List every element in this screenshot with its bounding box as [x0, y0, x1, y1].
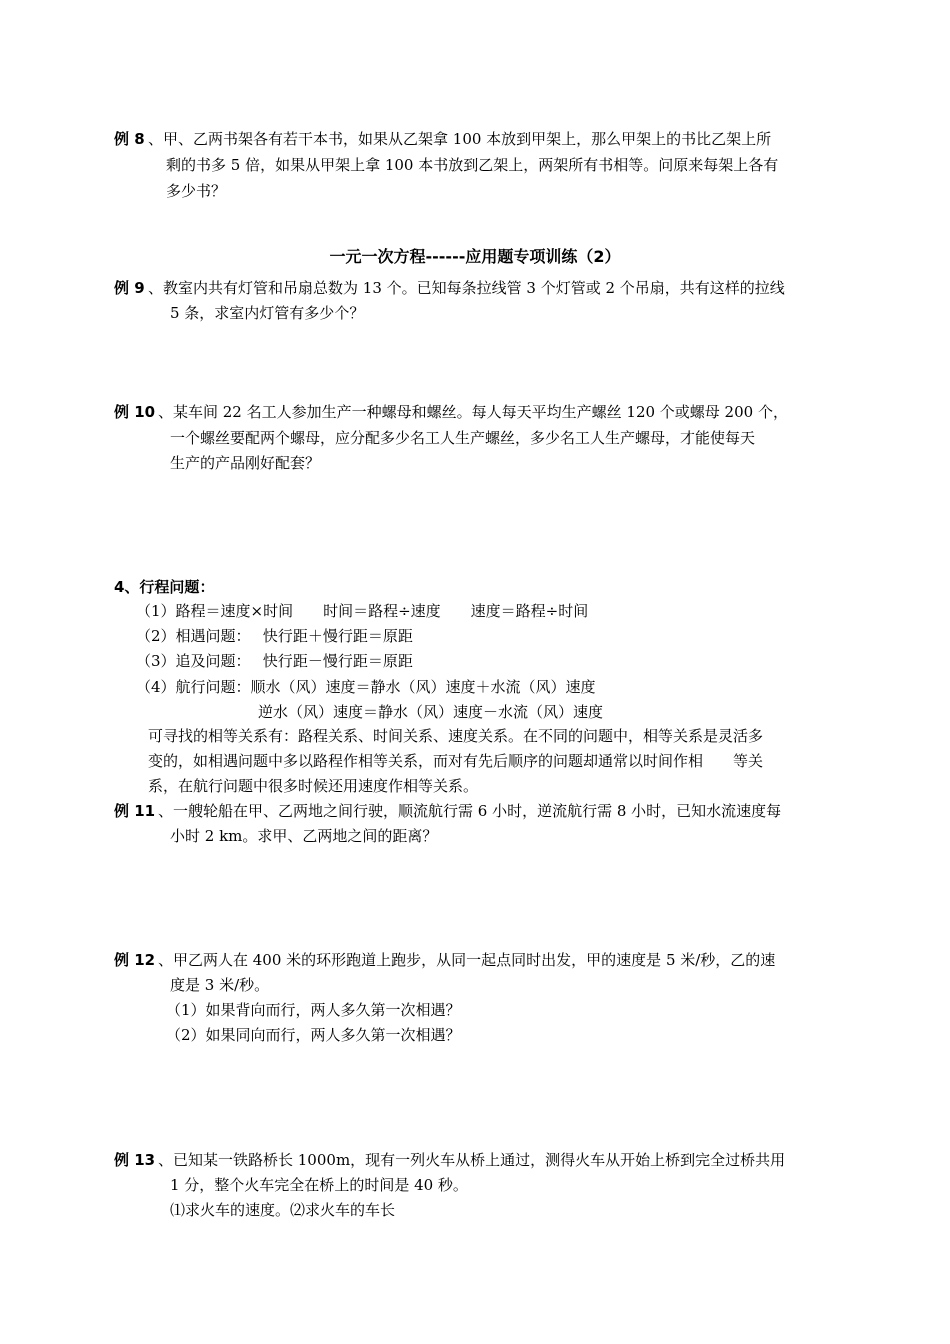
example-10-line-3: 生产的产品刚好配套？	[170, 454, 321, 472]
example-8-line-1: 、甲、乙两书架各有若干本书，如果从乙架拿 100 本放到甲架上，那么甲架上的书比乙架上所	[148, 130, 772, 148]
example-10-line-2: 一个螺丝要配两个螺母，应分配多少名工人生产螺丝，多少名工人生产螺母，才能使每天	[170, 429, 756, 447]
example-11-label: 例 11	[114, 802, 156, 820]
travel-formula-1: （1）路程＝速度×时间 时间＝路程÷速度 速度＝路程÷时间	[136, 602, 589, 620]
example-13-line-1: 、已知某一铁路桥长 1000m，现有一列火车从桥上通过，测得火车从开始上桥到完全过桥共用	[158, 1151, 786, 1169]
travel-formula-2: （2）相遇问题： 快行距＋慢行距＝原距	[136, 627, 413, 645]
example-11-line-2: 小时 2 km。求甲、乙两地之间的距离？	[170, 827, 438, 845]
example-12-label: 例 12	[114, 951, 156, 969]
example-12-question-2: （2）如果同向而行，两人多久第一次相遇？	[166, 1026, 461, 1044]
example-9-label: 例 9	[114, 279, 145, 297]
section-title: 一元一次方程------应用题专项训练（2）	[329, 247, 621, 266]
travel-formula-4: （4）航行问题：顺水（风）速度＝静水（风）速度＋水流（风）速度	[136, 678, 596, 696]
travel-note-3: 系，在航行问题中很多时候还用速度作相等关系。	[148, 777, 479, 795]
travel-formula-5: 逆水（风）速度＝静水（风）速度－水流（风）速度	[258, 703, 604, 721]
travel-heading: 4、行程问题：	[114, 578, 215, 596]
example-8-label: 例 8	[114, 130, 145, 148]
example-12-line-1: 、甲乙两人在 400 米的环形跑道上跑步，从同一起点同时出发，甲的速度是 5 米/秒，乙的速	[158, 951, 776, 969]
travel-formula-3: （3）追及问题： 快行距－慢行距＝原距	[136, 652, 413, 670]
example-9-line-1: 、教室内共有灯管和吊扇总数为 13 个。已知每条拉线管 3 个灯管或 2 个吊扇，共有这样的拉线	[148, 279, 785, 297]
example-12-line-2: 度是 3 米/秒。	[170, 976, 270, 994]
example-12-question-1: （1）如果背向而行，两人多久第一次相遇？	[166, 1001, 461, 1019]
example-8-line-3: 多少书？	[166, 182, 227, 200]
example-13-question: ⑴求火车的速度。⑵求火车的车长	[170, 1201, 396, 1219]
example-10-label: 例 10	[114, 403, 156, 421]
example-8-line-2: 剩的书多 5 倍，如果从甲架上拿 100 本书放到乙架上，两架所有书相等。问原来每架上各有	[166, 156, 779, 174]
example-13-line-2: 1 分，整个火车完全在桥上的时间是 40 秒。	[170, 1176, 468, 1194]
example-10-line-1: 、某车间 22 名工人参加生产一种螺母和螺丝。每人每天平均生产螺丝 120 个或螺母 200 个，	[158, 403, 788, 421]
example-11-line-1: 、一艘轮船在甲、乙两地之间行驶，顺流航行需 6 小时，逆流航行需 8 小时，已知水流速度每	[158, 802, 782, 820]
example-9-line-2: 5 条，求室内灯管有多少个？	[170, 304, 365, 322]
travel-note-2: 变的，如相遇问题中多以路程作相等关系，而对有先后顺序的问题却通常以时间作相 等关	[148, 752, 764, 770]
travel-note-1: 可寻找的相等关系有：路程关系、时间关系、速度关系。在不同的问题中，相等关系是灵活多	[148, 727, 764, 745]
example-13-label: 例 13	[114, 1151, 156, 1169]
